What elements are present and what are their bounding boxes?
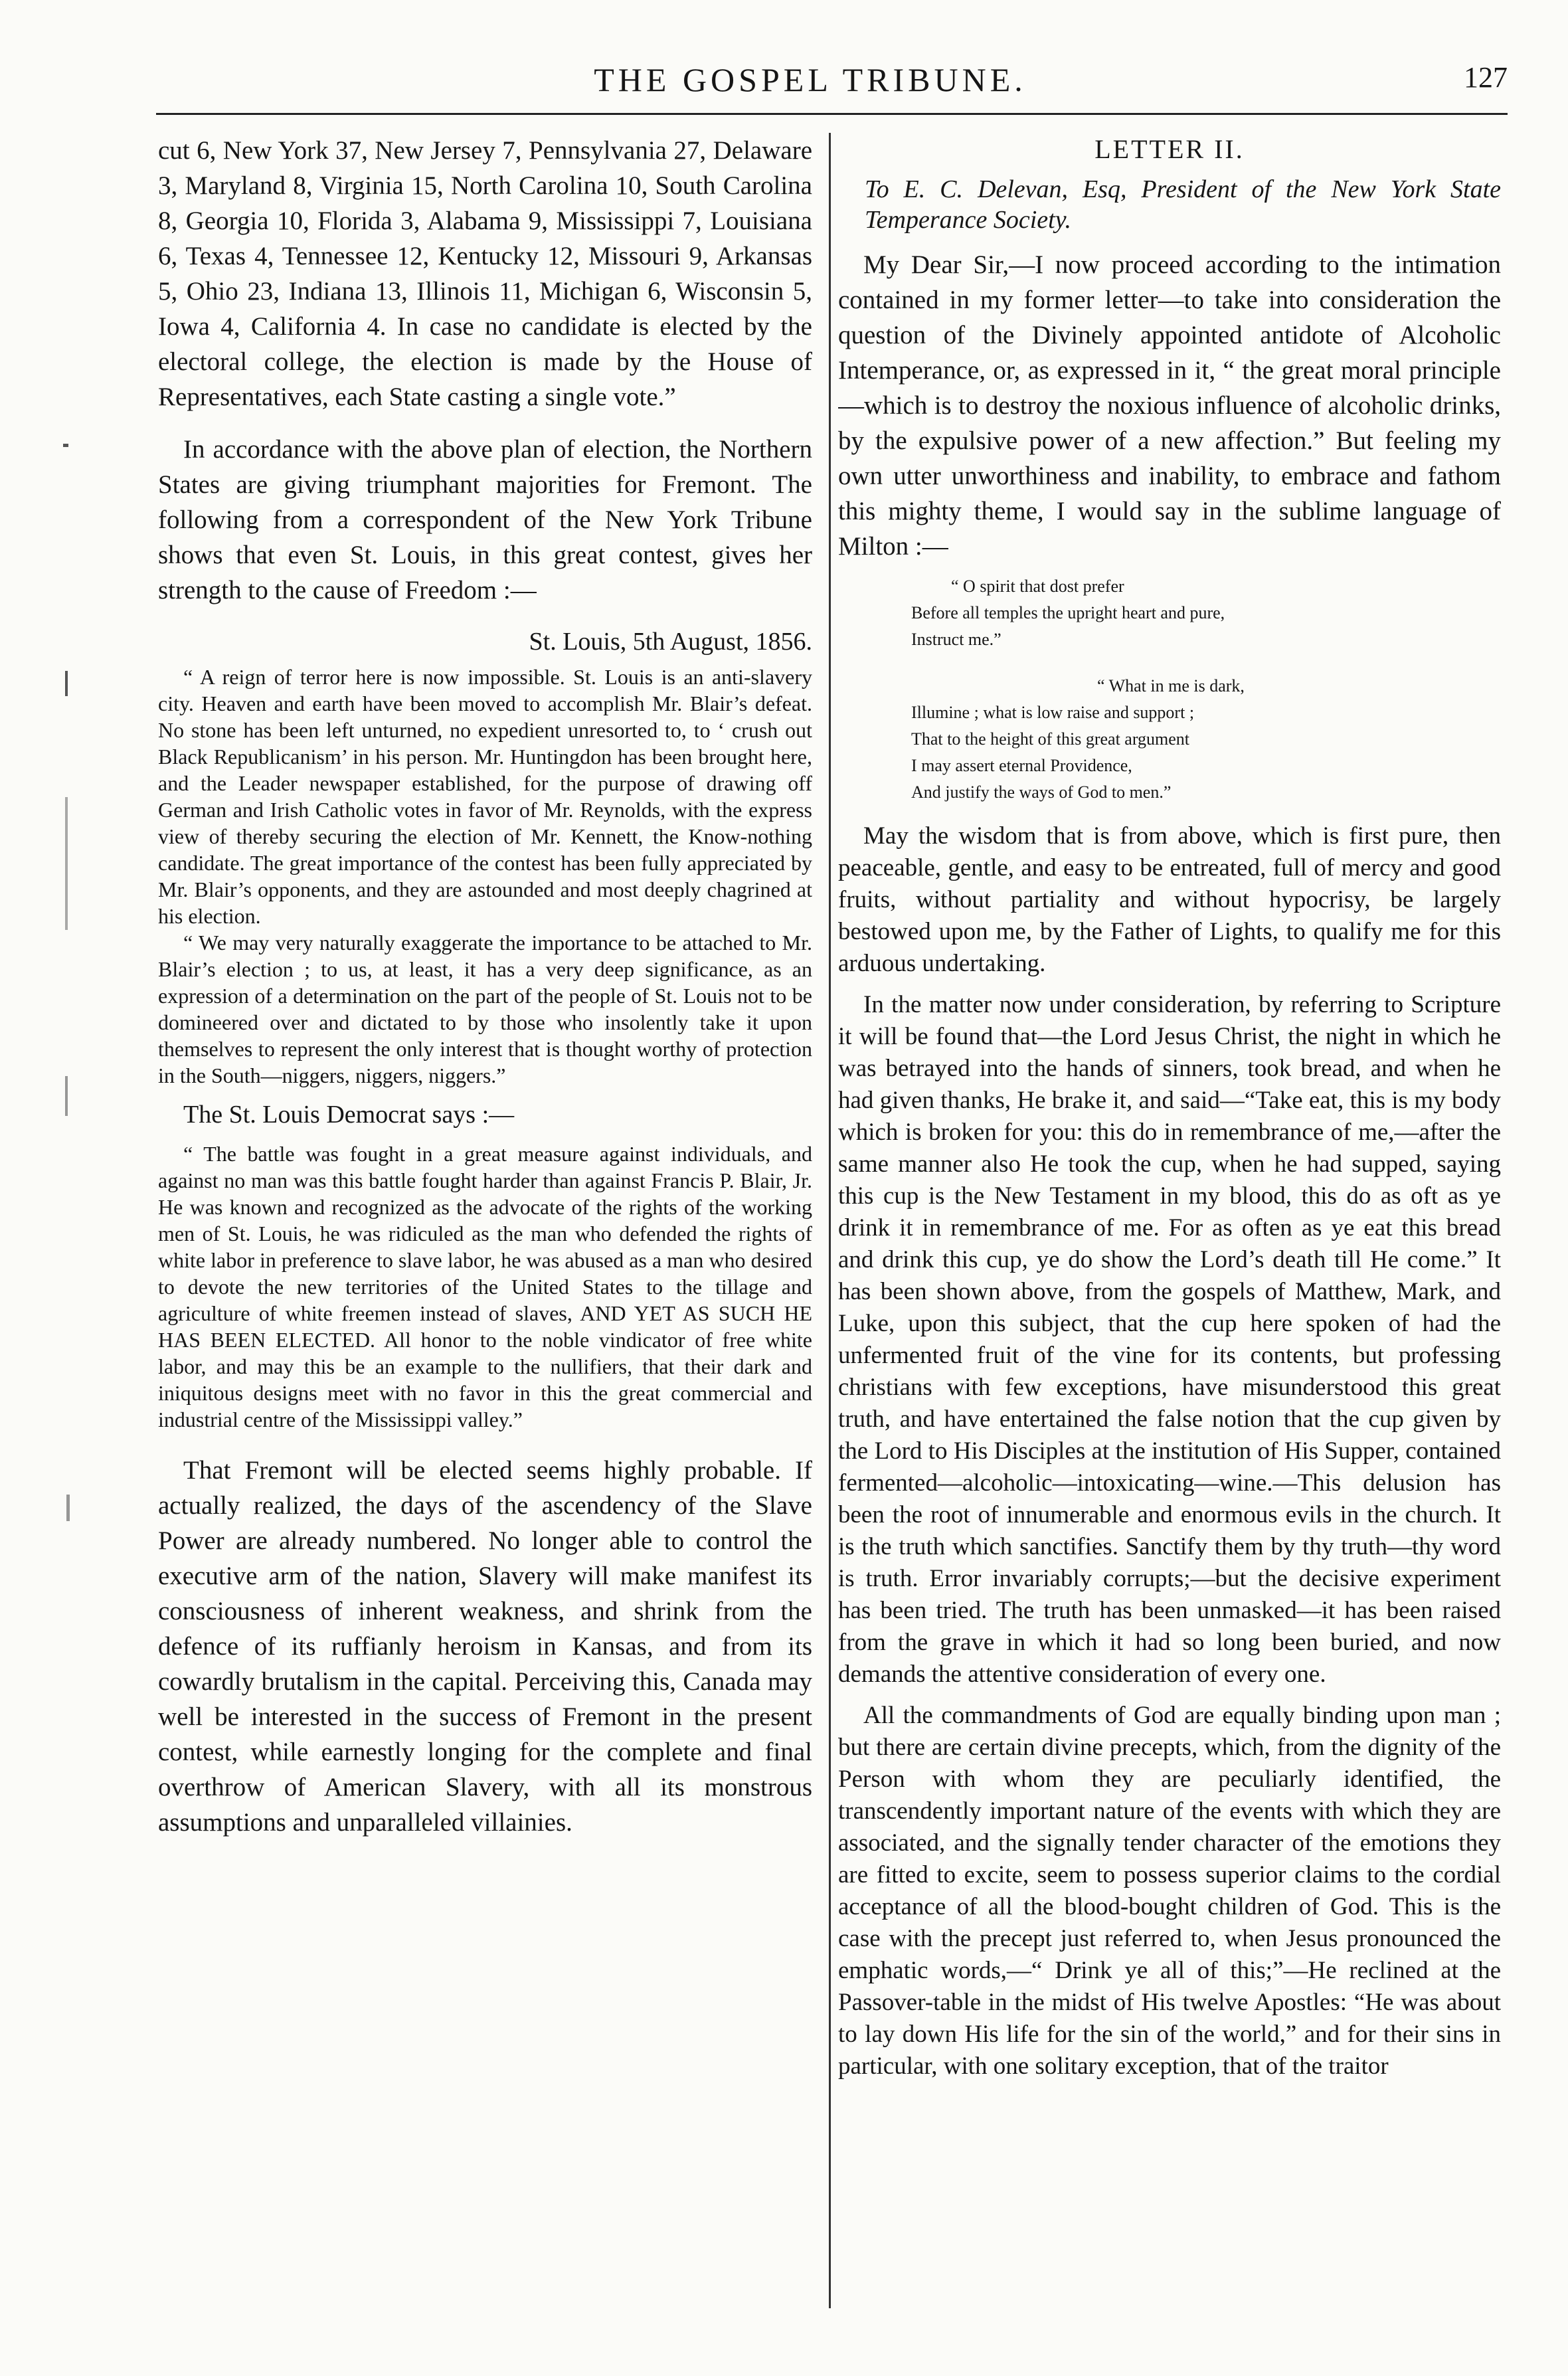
poem-line: Instruct me.” [911, 630, 1002, 649]
letter-address: To E. C. Delevan, Esq, President of the New York State Temperance Society. [865, 175, 1501, 234]
poem-line: That to the height of this great argument [911, 729, 1190, 749]
poem-line: “ O spirit that dost prefer [951, 577, 1124, 596]
tribune-quote-paragraph-1: “ A reign of terror here is now impossible. St. Louis is an anti-slavery city. Heaven and earth have been moved to accomplish Mr. Blair’s defeat. No stone has been left unturned, no expedient unresorted to, to ‘ crush out Black Republicanism’ in his person. Mr. Huntingdon has been brought here, and the Leader newspaper established, for the purpose of drawing off German and Irish Catholic votes in favor of Mr. Reynolds, with the express view of thereby securing the election of Mr. Kennett, the Know-nothing candidate. The great importance of the contest has been fully appreciated by Mr. Blair’s opponents, and they are astounded and most deeply chagrined at his election. [158, 665, 812, 928]
margin-speck [66, 1495, 70, 1521]
poem-line: I may assert eternal Providence, [911, 756, 1132, 775]
democrat-intro: The St. Louis Democrat says :— [183, 1101, 515, 1129]
margin-speck [65, 797, 68, 930]
page-title: THE GOSPEL TRIBUNE. [594, 61, 1027, 98]
poem-line: Illumine ; what is low raise and support ; [911, 703, 1195, 722]
commandments-paragraph: All the commandments of God are equally binding upon man ; but there are certain divine precepts, which, from the dignity of the Person with whom they are peculiarly identified, the transcendently important nature of the events with which they are associated, and the signally tender character of the emotions they are fitted to excite, seem to possess superior claims to the cordial acceptance of all the blood-bought children of God. This is the case with the precept just referred to, when Jesus pronounced the emphatic words,—“ Drink ye all of this;”—He reclined at the Passover-table in the midst of His twelve Apostles: “He was about to lay down His life for the sin of the world,” and for their sins in particular, with one solitary exception, that of the traitor [838, 1702, 1501, 2080]
milton-quotation [911, 573, 1501, 806]
margin-speck [63, 444, 68, 447]
tribune-quote-paragraph-2: “ We may very naturally exaggerate the importance to be attached to Mr. Blair’s election ; to us, at least, it has a very deep significance, as an expression of a determination on the part of the people of St. Louis not to be domineered over and dictated to by those who insolently take it upon themselves to represent the only interest that is thought worthy of protection in the South—niggers, niggers, niggers.” [158, 931, 812, 1087]
margin-speck [65, 671, 68, 696]
margin-speck [65, 1076, 68, 1116]
left-column [158, 133, 812, 2315]
column-divider [829, 133, 831, 2308]
poem-line: “ What in me is dark, [1097, 676, 1245, 695]
poem-line: And justify the ways of God to men.” [911, 782, 1172, 802]
letter-heading: LETTER II. [1094, 134, 1245, 164]
democrat-quote-paragraph: “ The battle was fought in a great measure against individuals, and against no man was this battle fought harder than against Francis P. Blair, Jr. He was known and recognized as the advocate of the rights of the working men of St. Louis, he was ridiculed as the man who defended the rights of white labor in preference to slave labor, he was abused as a man who desired to devote the new territories of the United States to the tillage and agriculture of white freemen instead of slaves, AND YET AS SUCH HE HAS BEEN ELECTED. All honor to the noble vindicator of free white labor, and may this be an example to the nullifiers, that their dark and iniquitous designs meet with no favor in this the great commercial and industrial centre of the Mississippi valley.” [158, 1142, 812, 1431]
fremont-majorities-paragraph: In accordance with the above plan of election, the Northern States are giving triumphant majorities for Fremont. The following from a correspondent of the New York Tribune shows that even St. Louis, in this great contest, gives her strength to the cause of Freedom :— [158, 435, 812, 604]
header-rule [156, 113, 1508, 115]
letter-salutation-paragraph: My Dear Sir,—I now proceed according to the intimation contained in my former letter—to take into consideration the question of the Divinely appointed antidote of Alcoholic Intemperance, or, as expressed in it, “ the great moral principle—which is to destroy the noxious influence of alcoholic drinks, by the expulsive power of a new affection.” But feeling my own utter unworthiness and inability, to embrace and fathom this mighty theme, I would say in the sublime language of Milton :— [838, 250, 1501, 561]
right-column [838, 133, 1501, 2315]
fremont-election-paragraph: That Fremont will be elected seems highly probable. If actually realized, the days of the ascendency of the Slave Power are already numbered. No longer able to control the executive arm of the nation, Slavery will make manifest its consciousness of inherent weakness, and shrink from the defence of its ruffianly heroism in Kansas, and from its cowardly brutalism in the capital. Perceiving this, Canada may well be interested in the success of Fremont in the present contest, while earnestly longing for the complete and final overthrow of American Slavery, with all its monstrous assumptions and unparalleled villainies. [158, 1456, 812, 1837]
page-number: 127 [1464, 61, 1508, 94]
electoral-vote-paragraph: cut 6, New York 37, New Jersey 7, Pennsylvania 27, Delaware 3, Maryland 8, Virginia 15, North Carolina 10, South Carolina 8, Georgia 10, Florida 3, Alabama 9, Mississippi 7, Louisiana 6, Texas 4, Tennessee 12, Kentucky 12, Missouri 9, Arkansas 5, Ohio 23, Indiana 13, Illinois 11, Michigan 6, Wisconsin 5, Iowa 4, California 4. In case no candidate is elected by the electoral college, the election is made by the House of Representatives, each State casting a single vote.” [158, 136, 812, 411]
scripture-paragraph: In the matter now under consideration, by referring to Scripture it will be found that—the Lord Jesus Christ, the night in which he was betrayed into the hands of sinners, took bread, and when he had given thanks, He brake it, and said—“Take eat, this is my body which is broken for you: this do in remembrance of me,—after the same manner also He took the cup, when he had supped, saying this cup is the New Testament in my blood, this do as oft as ye drink it in remembrance of me. For as often as ye eat this bread and drink this cup, ye do show the Lord’s death till He come.” It has been shown above, from the gospels of Matthew, Mark, and Luke, upon this subject, that the cup here spoken of had the unfermented fruit of the vine for its contents, but professing christians with few exceptions, have misunderstood this great truth, and have entertained the false notion that the cup given by the Lord to His Disciples at the institution of His Supper, contained fermented—alcoholic—intoxicating—wine.—This delusion has been the root of innumerable and enormous evils in the church. It is the truth which sanctifies. Sanctify them by thy truth—thy word is truth. Error invariably corrupts;—but the decisive experiment has been tried. The truth has been unmasked—it has been raised from the grave in which it had so long been buried, and now demands the attentive consideration of every one. [838, 991, 1501, 1688]
dateline: St. Louis, 5th August, 1856. [529, 628, 812, 656]
poem-line: Before all temples the upright heart and pure, [911, 603, 1225, 622]
wisdom-paragraph: May the wisdom that is from above, which is first pure, then peaceable, gentle, and easy to be entreated, full of mercy and good fruits, without partiality and without hypocrisy, be largely bestowed upon me, by the Father of Lights, to qualify me for this arduous undertaking. [838, 822, 1501, 977]
